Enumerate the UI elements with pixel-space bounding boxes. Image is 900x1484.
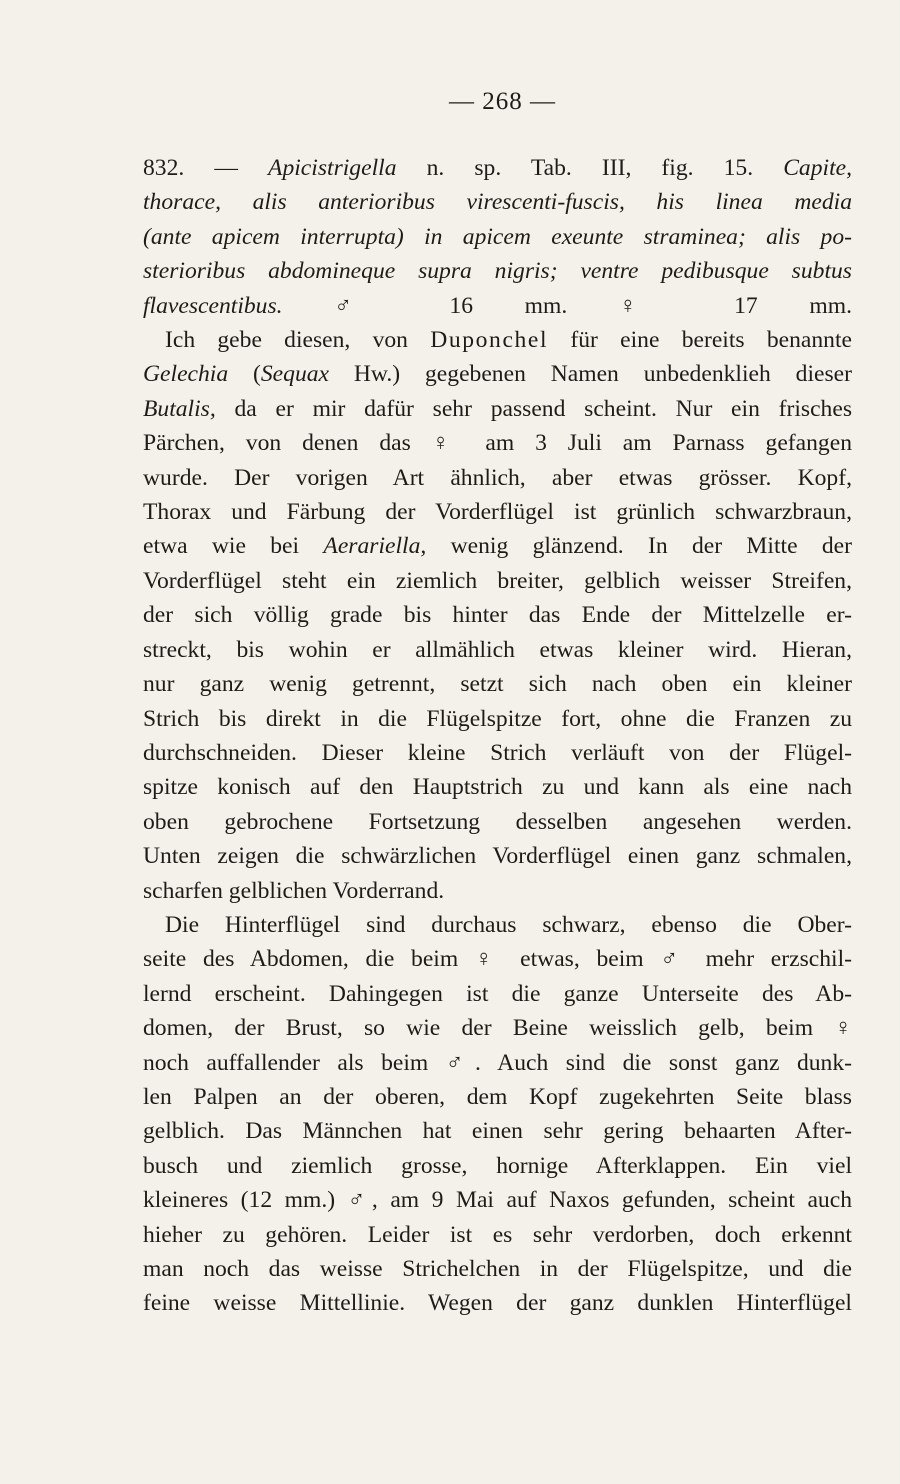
text-segment: streckt, bis wohin er allmählich etwas kleiner wird. Hieran, <box>143 636 852 663</box>
text-line <box>143 805 852 839</box>
text-segment: etwa wie bei <box>143 533 324 560</box>
text-line <box>143 357 852 391</box>
text-segment: Strich bis direkt in die Flügelspitze fort, ohne die Franzen zu <box>143 705 852 732</box>
text-line <box>143 1080 852 1114</box>
text-segment: 832. — <box>143 155 269 181</box>
text-line <box>143 942 852 976</box>
body-text <box>143 151 852 1321</box>
text-segment: Vorderflügel steht ein ziemlich breiter, gelblich weisser Streifen, <box>143 567 852 594</box>
text-line <box>143 185 852 219</box>
text-segment: hieher zu gehören. Leider ist es sehr verdorben, doch erkennt <box>143 1221 852 1248</box>
text-line <box>143 289 852 323</box>
text-segment: busch und ziemlich grosse, hornige Afterklappen. Ein viel <box>143 1152 852 1179</box>
italic-text: Capite, <box>783 155 852 181</box>
text-segment: nur ganz wenig getrennt, setzt sich nach oben ein kleiner <box>143 671 852 698</box>
text-line <box>143 323 852 357</box>
text-line <box>143 1114 852 1148</box>
text-line <box>143 1218 852 1252</box>
text-line <box>143 874 852 908</box>
text-segment: ( <box>228 361 261 388</box>
text-line <box>143 1252 852 1286</box>
text-segment: len Palpen an der oberen, dem Kopf zugekehrten Seite blass <box>143 1083 852 1110</box>
text-line <box>143 426 852 460</box>
text-segment: Ich gebe diesen, von <box>165 327 431 354</box>
text-segment: wenig glänzend. In der Mitte der <box>426 533 852 560</box>
text-line <box>143 461 852 495</box>
text-segment: Unten zeigen die schwärzlichen Vorderflügel einen ganz schmalen, <box>143 843 852 870</box>
text-line <box>143 667 852 701</box>
text-segment: Pärchen, von denen das ♀ am 3 Juli am Parnass gefangen <box>143 430 852 457</box>
text-segment: oben gebrochene Fortsetzung desselben angesehen werden. <box>143 808 852 835</box>
text-line <box>143 495 852 529</box>
page-number: — 268 — <box>449 88 556 115</box>
text-segment: spitze konisch auf den Hauptstrich zu und kann als eine nach <box>143 774 852 801</box>
text-line <box>143 908 852 942</box>
italic-text: (ante apicem interrupta) in apicem exeunte straminea; alis po- <box>143 223 852 250</box>
italic-text: Aerariella, <box>323 533 427 560</box>
italic-text: sterioribus abdomineque supra nigris; ventre pedibusque subtus <box>143 258 852 285</box>
text-line <box>143 598 852 632</box>
text-segment: n. sp. Tab. III, fig. 15. <box>396 155 784 181</box>
text-line <box>143 564 852 598</box>
text-segment: der sich völlig grade bis hinter das Ende der Mittelzelle er- <box>143 602 852 629</box>
italic-text: flavescentibus. <box>143 292 283 319</box>
italic-text: thorace, alis anterioribus virescenti-fuscis, his linea media <box>143 189 852 216</box>
text-line <box>143 254 852 288</box>
text-line <box>143 392 852 426</box>
spaced-name: Duponchel <box>430 327 549 354</box>
text-segment: feine weisse Mittellinie. Wegen der ganz dunklen Hinterflügel <box>143 1290 852 1317</box>
text-segment: für eine bereits benannte <box>548 327 852 354</box>
text-segment: noch auffallender als beim ♂. Auch sind die sonst ganz dunk- <box>143 1049 852 1076</box>
text-line <box>143 151 852 185</box>
italic-text: Butalis, <box>143 395 216 422</box>
text-segment: lernd erscheint. Dahingegen ist die ganze Unterseite des Ab- <box>143 980 852 1007</box>
text-line <box>143 839 852 873</box>
text-line <box>143 529 852 563</box>
text-segment: domen, der Brust, so wie der Beine weisslich gelb, beim ♀ <box>143 1015 852 1042</box>
text-segment: Die Hinterflügel sind durchaus schwarz, ebenso die Ober- <box>165 911 852 938</box>
text-line <box>143 633 852 667</box>
text-line <box>143 1011 852 1045</box>
text-line <box>143 1046 852 1080</box>
text-line <box>143 977 852 1011</box>
text-segment: kleineres (12 mm.) ♂, am 9 Mai auf Naxos gefunden, scheint auch <box>143 1187 852 1214</box>
text-segment: wurde. Der vorigen Art ähnlich, aber etwas grösser. Kopf, <box>143 464 852 491</box>
text-line <box>143 702 852 736</box>
text-line <box>143 770 852 804</box>
italic-text: Apicistrigella <box>268 155 397 181</box>
text-segment: man noch das weisse Strichelchen in der Flügelspitze, und die <box>143 1256 852 1282</box>
text-segment: ♂ 16 mm. ♀ 17 mm. <box>282 292 852 319</box>
text-segment: Thorax und Färbung der Vorderflügel ist grünlich schwarzbraun, <box>143 499 852 526</box>
text-segment: da er mir dafür sehr passend scheint. Nur ein frisches <box>215 395 852 422</box>
text-line <box>143 1149 852 1183</box>
text-segment: seite des Abdomen, die beim ♀ etwas, beim ♂ mehr erzschil- <box>143 946 852 973</box>
italic-text: Gelechia <box>143 361 229 388</box>
text-segment: gelblich. Das Männchen hat einen sehr gering behaarten After- <box>143 1118 852 1145</box>
text-line <box>143 220 852 254</box>
text-segment: durchschneiden. Dieser kleine Strich verläuft von der Flügel- <box>143 739 852 766</box>
text-segment: Hw.) gegebenen Namen unbedenklieh dieser <box>329 361 852 388</box>
text-segment: scharfen gelblichen Vorderrand. <box>143 877 445 904</box>
text-line <box>143 1286 852 1320</box>
italic-text: Sequax <box>260 361 330 388</box>
text-line <box>143 736 852 770</box>
text-line <box>143 1183 852 1217</box>
